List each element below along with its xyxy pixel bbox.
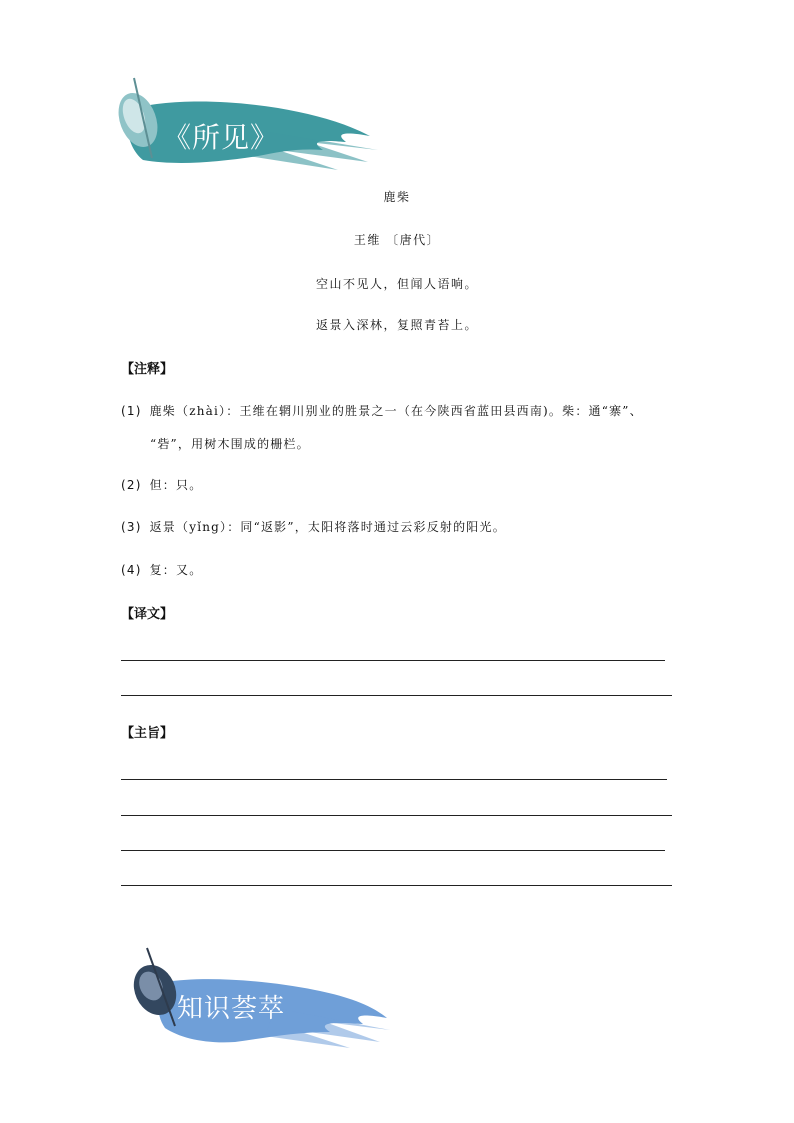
translation-heading: 【译文】: [121, 607, 174, 622]
note-text: 但：只。: [149, 478, 203, 492]
answer-line[interactable]: [121, 885, 672, 886]
note-number: (1): [121, 404, 142, 418]
title-banner: [108, 70, 388, 180]
answer-line[interactable]: [121, 695, 672, 696]
poem-title: 鹿柴: [383, 190, 411, 204]
answer-line[interactable]: [121, 779, 667, 780]
poem-line-2: 返景入深林，复照青苔上。: [315, 318, 478, 332]
note-item-1: [121, 402, 681, 419]
notes-heading: 【注释】: [121, 362, 174, 377]
note-number: (4): [121, 563, 142, 577]
answer-line[interactable]: [121, 815, 672, 816]
theme-heading: 【主旨】: [121, 726, 174, 741]
note-item-2: [121, 476, 681, 493]
answer-line[interactable]: [121, 850, 665, 851]
note-number: (3): [121, 520, 142, 534]
note-number: (2): [121, 478, 142, 492]
note-text: 复：又。: [149, 563, 203, 577]
banner-title: 《所见》: [163, 121, 280, 154]
section-banner: [125, 942, 395, 1052]
note-item-4: [121, 561, 681, 578]
note-text: 返景（yǐng）：同“返影”，太阳将落时通过云彩反射的阳光。: [149, 520, 506, 534]
poem-author: 王维 〔唐代〕: [353, 233, 441, 247]
banner-title: 知识荟萃: [177, 994, 286, 1024]
note-text-continued: “砦”，用树木围成的栅栏。: [150, 437, 310, 451]
note-item-3: [121, 518, 681, 535]
answer-line[interactable]: [121, 660, 665, 661]
poem-line-1: 空山不见人，但闻人语响。: [315, 277, 478, 291]
note-item-1-continued: [150, 435, 710, 452]
note-text: 鹿柴（zhài）：王维在辋川别业的胜景之一（在今陕西省蓝田县西南)。柴：通“寨”、: [149, 404, 643, 418]
